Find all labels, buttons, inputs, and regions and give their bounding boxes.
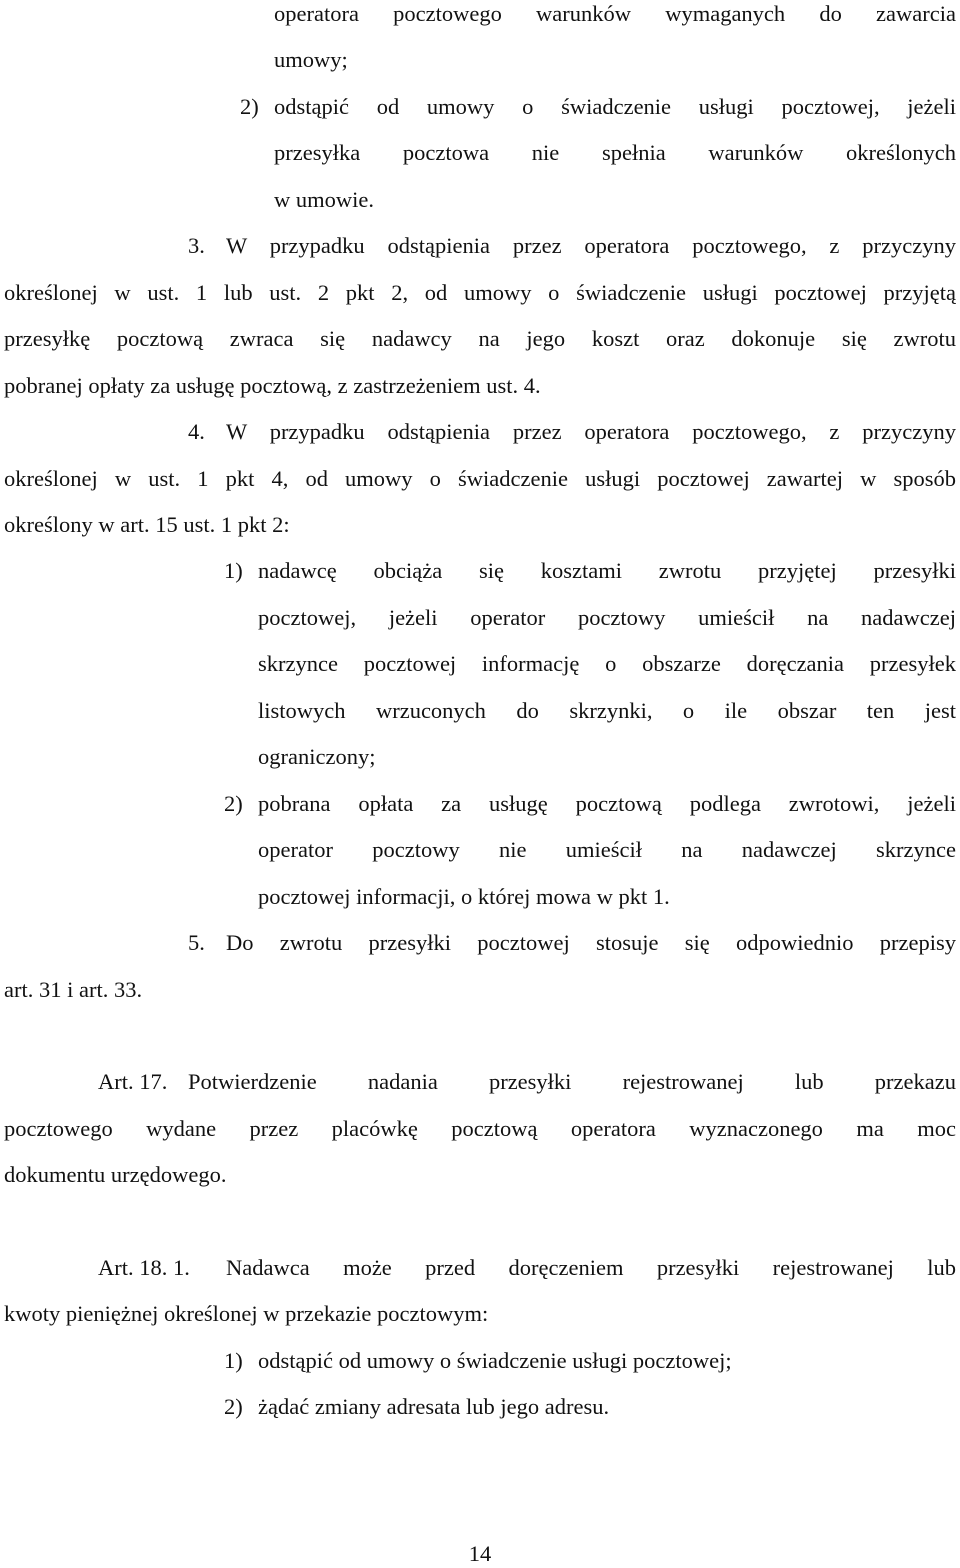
text-line: określonej w ust. 1 pkt 4, od umowy o świadczenie usługi pocztowej zawartej w sposób (4, 466, 956, 491)
text-line: W przypadku odstąpienia przez operatora pocztowego, z przyczyny (226, 233, 956, 258)
item-number: 2) (224, 791, 243, 816)
text-line: Potwierdzenie nadania przesyłki rejestrowanej lub przekazu (188, 1069, 956, 1094)
text-line: ograniczony; (258, 744, 376, 769)
item-number: 1) (224, 1348, 243, 1373)
text-line: w umowie. (274, 187, 374, 212)
text-line: skrzynce pocztowej informację o obszarze doręczania przesyłek (258, 651, 956, 676)
item-number: 2) (240, 94, 259, 119)
text-line: umowy; (274, 47, 348, 72)
text-line: pocztowej, jeżeli operator pocztowy umieścił na nadawczej (258, 605, 956, 630)
text-line: Nadawca może przed doręczeniem przesyłki rejestrowanej lub (226, 1255, 956, 1280)
text-line: operatora pocztowego warunków wymaganych do zawarcia (274, 1, 956, 26)
text-line: określony w art. 15 ust. 1 pkt 2: (4, 512, 290, 537)
section-number: 3. (188, 233, 205, 258)
section-number: 4. (188, 419, 205, 444)
text-line: W przypadku odstąpienia przez operatora pocztowego, z przyczyny (226, 419, 956, 444)
text-line: dokumentu urzędowego. (4, 1162, 227, 1187)
text-line: nadawcę obciąża się kosztami zwrotu przyjętej przesyłki (258, 558, 956, 583)
article-label: Art. 18. 1. (98, 1255, 190, 1280)
text-line: operator pocztowy nie umieścił na nadawczej skrzynce (258, 837, 956, 862)
text-line: określonej w ust. 1 lub ust. 2 pkt 2, od umowy o świadczenie usługi pocztowej przyjętą (4, 280, 956, 305)
text-line: przesyłka pocztowa nie spełnia warunków określonych (274, 140, 956, 165)
text-line: listowych wrzuconych do skrzynki, o ile obszar ten jest (258, 698, 956, 723)
item-number: 1) (224, 558, 243, 583)
text-line: pocztowej informacji, o której mowa w pkt 1. (258, 884, 670, 909)
text-line: Do zwrotu przesyłki pocztowej stosuje się odpowiednio przepisy (226, 930, 956, 955)
text-line: żądać zmiany adresata lub jego adresu. (258, 1394, 610, 1419)
item-number: 2) (224, 1394, 243, 1419)
section-number: 5. (188, 930, 205, 955)
text-line: pobrana opłata za usługę pocztową podlega zwrotowi, jeżeli (258, 791, 956, 816)
text-line: odstąpić od umowy o świadczenie usługi pocztowej, jeżeli (274, 94, 956, 119)
text-line: art. 31 i art. 33. (4, 977, 143, 1002)
page-number: 14 (468, 1541, 492, 1566)
article-label: Art. 17. (98, 1069, 168, 1094)
text-line: odstąpić od umowy o świadczenie usługi pocztowej; (258, 1348, 732, 1373)
text-line: kwoty pieniężnej określonej w przekazie pocztowym: (4, 1301, 489, 1326)
text-line: pobranej opłaty za usługę pocztową, z zastrzeżeniem ust. 4. (4, 373, 541, 398)
text-line: pocztowego wydane przez placówkę pocztową operatora wyznaczonego ma moc (4, 1116, 956, 1141)
text-line: przesyłkę pocztową zwraca się nadawcy na jego koszt oraz dokonuje się zwrotu (4, 326, 956, 351)
